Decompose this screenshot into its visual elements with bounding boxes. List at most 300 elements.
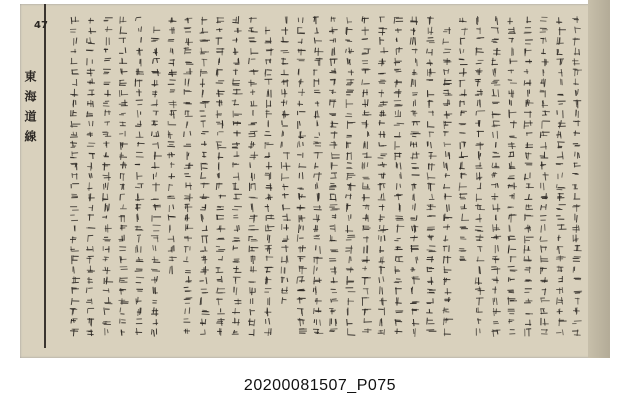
glyph-stroke — [545, 142, 546, 149]
glyph-stroke — [297, 277, 298, 283]
glyph-stroke — [216, 183, 217, 190]
glyph-stroke — [460, 49, 461, 54]
glyph-stroke — [448, 69, 449, 74]
glyph-stroke — [444, 214, 445, 221]
glyph-stroke — [480, 329, 481, 334]
glyph-stroke — [320, 320, 321, 326]
glyph-stroke — [577, 89, 578, 95]
glyph-stroke — [576, 225, 577, 233]
glyph-stroke — [560, 37, 561, 43]
header-divider-line — [44, 4, 46, 348]
glyph-stroke — [412, 279, 420, 280]
glyph-stroke — [394, 18, 395, 24]
glyph-stroke — [87, 73, 91, 74]
text-column — [329, 17, 340, 332]
glyph-stroke — [350, 194, 351, 200]
glyph-stroke — [300, 226, 301, 230]
glyph-stroke — [315, 48, 316, 53]
glyph-stroke — [363, 90, 364, 98]
glyph-stroke — [170, 267, 171, 274]
glyph-stroke — [498, 90, 499, 98]
glyph-stroke — [138, 297, 139, 303]
glyph-stroke — [140, 308, 141, 315]
glyph-stroke — [287, 278, 288, 282]
glyph-stroke — [90, 68, 91, 76]
glyph-stroke — [138, 142, 139, 146]
glyph-stroke — [367, 162, 368, 167]
glyph-stroke — [171, 173, 172, 179]
glyph-stroke — [574, 291, 582, 292]
glyph-stroke — [494, 298, 495, 302]
glyph-stroke — [158, 142, 159, 149]
glyph-stroke — [364, 194, 365, 200]
glyph-stroke — [493, 224, 494, 232]
glyph-stroke — [153, 120, 154, 125]
glyph-stroke — [205, 330, 206, 335]
glyph-stroke — [497, 18, 498, 25]
glyph-stroke — [460, 100, 461, 107]
glyph-stroke — [367, 288, 368, 294]
glyph-stroke — [138, 309, 139, 316]
glyph-stroke — [184, 48, 189, 49]
glyph-stroke — [412, 37, 413, 45]
glyph-stroke — [90, 132, 91, 137]
glyph-stroke — [282, 299, 286, 300]
glyph-stroke — [302, 245, 303, 252]
glyph-stroke — [154, 330, 155, 337]
glyph-stroke — [136, 328, 137, 335]
text-column — [410, 17, 421, 337]
glyph-stroke — [189, 307, 190, 313]
glyph-stroke — [381, 257, 382, 262]
glyph-stroke — [183, 261, 188, 262]
glyph-stroke — [74, 267, 75, 274]
glyph-stroke — [103, 175, 108, 176]
glyph-stroke — [541, 205, 542, 210]
text-column — [297, 17, 307, 333]
glyph-stroke — [396, 312, 403, 313]
glyph-stroke — [202, 90, 203, 98]
glyph-stroke — [428, 164, 429, 170]
glyph-stroke — [463, 68, 464, 76]
glyph-stroke — [185, 309, 186, 315]
glyph-stroke — [303, 142, 304, 146]
text-column — [281, 17, 291, 304]
glyph-stroke — [379, 142, 380, 146]
glyph-stroke — [579, 49, 580, 55]
glyph-stroke — [314, 277, 315, 285]
glyph-stroke — [317, 267, 318, 270]
glyph-stroke — [235, 303, 242, 304]
glyph-stroke — [362, 54, 368, 55]
glyph-stroke — [287, 255, 288, 262]
glyph-stroke — [579, 153, 580, 158]
glyph-stroke — [232, 22, 238, 23]
glyph-stroke — [105, 110, 106, 116]
glyph-stroke — [298, 69, 299, 74]
glyph-stroke — [381, 298, 382, 305]
glyph-stroke — [267, 70, 272, 71]
glyph-stroke — [560, 79, 561, 85]
glyph-stroke — [528, 194, 529, 199]
glyph-stroke — [447, 99, 448, 106]
glyph-stroke — [109, 204, 110, 211]
glyph-stroke — [446, 151, 447, 157]
glyph-stroke — [139, 48, 140, 56]
text-column — [556, 17, 567, 335]
text-column — [183, 18, 193, 334]
glyph-stroke — [91, 173, 92, 179]
glyph-stroke — [299, 297, 300, 303]
glyph-stroke — [125, 100, 126, 106]
glyph-stroke — [249, 325, 254, 326]
glyph-stroke — [107, 122, 108, 126]
glyph-stroke — [381, 174, 382, 179]
glyph-stroke — [170, 48, 171, 53]
glyph-stroke — [284, 184, 285, 190]
glyph-stroke — [315, 163, 316, 169]
glyph-stroke — [446, 278, 447, 282]
glyph-stroke — [285, 111, 286, 118]
glyph-stroke — [383, 225, 384, 233]
glyph-stroke — [103, 290, 109, 291]
glyph-stroke — [202, 214, 203, 222]
text-column — [524, 17, 534, 337]
glyph-stroke — [413, 95, 418, 96]
glyph-stroke — [151, 329, 152, 335]
glyph-stroke — [540, 216, 546, 217]
glyph-stroke — [544, 319, 545, 326]
glyph-stroke — [172, 246, 173, 253]
glyph-stroke — [396, 71, 402, 72]
glyph-stroke — [237, 142, 238, 146]
glyph-stroke — [235, 49, 236, 55]
glyph-stroke — [254, 214, 255, 222]
glyph-stroke — [121, 152, 122, 159]
glyph-stroke — [396, 80, 397, 88]
glyph-stroke — [334, 131, 335, 138]
glyph-stroke — [135, 18, 136, 21]
glyph-stroke — [140, 121, 141, 126]
glyph-stroke — [508, 207, 512, 208]
glyph-stroke — [412, 226, 413, 231]
glyph-stroke — [528, 100, 529, 106]
glyph-stroke — [282, 131, 283, 137]
glyph-stroke — [478, 318, 479, 324]
glyph-stroke — [72, 282, 79, 283]
glyph-stroke — [477, 188, 481, 189]
glyph-stroke — [120, 280, 125, 281]
glyph-stroke — [479, 120, 480, 127]
glyph-stroke — [575, 152, 576, 157]
glyph-stroke — [302, 309, 303, 316]
glyph-stroke — [540, 236, 541, 240]
glyph-stroke — [317, 225, 318, 231]
glyph-stroke — [90, 28, 91, 34]
glyph-stroke — [510, 137, 517, 138]
glyph-stroke — [91, 299, 92, 305]
glyph-stroke — [205, 266, 206, 274]
glyph-stroke — [497, 28, 498, 34]
glyph-stroke — [319, 132, 320, 135]
glyph-stroke — [152, 271, 160, 272]
glyph-stroke — [251, 17, 252, 23]
glyph-stroke — [301, 39, 302, 44]
glyph-stroke — [562, 173, 563, 178]
glyph-stroke — [432, 163, 433, 170]
glyph-stroke — [557, 298, 558, 305]
glyph-stroke — [576, 215, 577, 222]
glyph-stroke — [444, 162, 445, 168]
glyph-stroke — [170, 164, 175, 165]
glyph-stroke — [400, 184, 401, 188]
glyph-stroke — [233, 85, 240, 86]
text-column — [151, 27, 162, 337]
glyph-stroke — [314, 174, 315, 178]
glyph-stroke — [236, 266, 237, 273]
glyph-stroke — [427, 173, 428, 180]
glyph-stroke — [349, 256, 350, 263]
glyph-stroke — [446, 111, 447, 119]
glyph-stroke — [335, 173, 336, 177]
glyph-stroke — [120, 308, 121, 313]
catalog-number-bar — [0, 372, 640, 400]
glyph-stroke — [542, 267, 543, 271]
glyph-stroke — [331, 299, 332, 303]
glyph-stroke — [221, 276, 222, 283]
glyph-stroke — [461, 111, 462, 116]
glyph-stroke — [317, 183, 318, 189]
glyph-stroke — [315, 225, 316, 232]
glyph-stroke — [528, 299, 529, 303]
glyph-stroke — [413, 268, 414, 272]
glyph-stroke — [217, 215, 224, 216]
glyph-stroke — [335, 194, 336, 201]
glyph-stroke — [524, 80, 525, 85]
glyph-stroke — [415, 111, 416, 117]
glyph-stroke — [493, 132, 494, 138]
glyph-stroke — [400, 174, 401, 179]
glyph-stroke — [493, 172, 494, 178]
glyph-stroke — [137, 245, 138, 252]
glyph-stroke — [219, 28, 220, 32]
glyph-stroke — [297, 234, 298, 241]
glyph-stroke — [187, 257, 188, 261]
glyph-stroke — [201, 52, 209, 53]
glyph-stroke — [545, 38, 546, 43]
glyph-stroke — [334, 79, 335, 85]
glyph-stroke — [88, 235, 89, 242]
glyph-stroke — [153, 59, 154, 64]
text-column — [443, 27, 454, 336]
glyph-stroke — [524, 245, 525, 253]
glyph-stroke — [479, 151, 480, 160]
glyph-stroke — [382, 257, 383, 265]
glyph-stroke — [427, 49, 428, 54]
glyph-stroke — [395, 331, 403, 332]
glyph-stroke — [318, 172, 319, 181]
glyph-stroke — [204, 183, 205, 188]
glyph-stroke — [383, 193, 384, 200]
glyph-stroke — [413, 122, 414, 126]
glyph-stroke — [415, 204, 416, 211]
glyph-stroke — [508, 297, 509, 305]
glyph-stroke — [510, 278, 511, 281]
glyph-stroke — [381, 194, 382, 199]
glyph-stroke — [137, 110, 138, 117]
glyph-stroke — [250, 309, 251, 315]
glyph-stroke — [287, 287, 288, 292]
glyph-stroke — [427, 318, 428, 325]
glyph-stroke — [543, 183, 544, 190]
glyph-stroke — [119, 290, 124, 291]
glyph-stroke — [410, 38, 411, 45]
glyph-stroke — [303, 17, 304, 23]
glyph-stroke — [217, 288, 218, 292]
glyph-stroke — [395, 58, 396, 66]
glyph-stroke — [171, 18, 172, 24]
glyph-stroke — [233, 215, 237, 216]
glyph-stroke — [136, 277, 144, 278]
glyph-stroke — [459, 73, 467, 74]
glyph-stroke — [298, 277, 304, 278]
glyph-stroke — [297, 142, 298, 147]
glyph-stroke — [362, 39, 368, 40]
glyph-stroke — [347, 27, 348, 35]
glyph-stroke — [202, 314, 210, 315]
glyph-stroke — [432, 256, 433, 262]
glyph-stroke — [430, 16, 431, 23]
glyph-stroke — [237, 121, 238, 126]
glyph-stroke — [380, 286, 381, 294]
glyph-stroke — [93, 246, 94, 252]
glyph-stroke — [187, 122, 188, 126]
glyph-stroke — [363, 69, 371, 70]
glyph-stroke — [414, 225, 415, 233]
glyph-stroke — [574, 257, 581, 258]
glyph-stroke — [510, 152, 514, 153]
glyph-stroke — [317, 111, 318, 117]
glyph-stroke — [254, 319, 255, 326]
glyph-stroke — [381, 266, 382, 271]
glyph-stroke — [72, 69, 73, 73]
glyph-stroke — [316, 298, 317, 302]
glyph-stroke — [384, 329, 385, 335]
glyph-stroke — [205, 319, 206, 323]
glyph-stroke — [510, 271, 516, 272]
glyph-stroke — [254, 69, 255, 75]
glyph-stroke — [395, 216, 403, 217]
glyph-stroke — [286, 163, 287, 171]
glyph-stroke — [135, 271, 143, 272]
glyph-stroke — [286, 101, 287, 105]
glyph-stroke — [335, 214, 336, 219]
glyph-stroke — [477, 100, 478, 106]
glyph-stroke — [299, 141, 300, 147]
glyph-stroke — [200, 323, 206, 324]
glyph-stroke — [351, 246, 352, 254]
glyph-stroke — [575, 48, 576, 56]
glyph-stroke — [477, 91, 483, 92]
glyph-stroke — [562, 287, 563, 293]
glyph-stroke — [351, 257, 352, 262]
glyph-stroke — [252, 204, 253, 213]
glyph-stroke — [347, 237, 355, 238]
glyph-stroke — [88, 43, 95, 44]
glyph-stroke — [524, 250, 531, 251]
glyph-stroke — [574, 166, 580, 167]
glyph-stroke — [367, 99, 368, 106]
glyph-stroke — [173, 49, 174, 54]
glyph-stroke — [173, 236, 174, 243]
glyph-stroke — [173, 205, 174, 210]
glyph-stroke — [414, 194, 415, 201]
glyph-stroke — [412, 309, 419, 310]
glyph-stroke — [313, 288, 314, 292]
page-edge — [588, 0, 610, 358]
glyph-stroke — [221, 318, 222, 326]
glyph-stroke — [509, 236, 510, 241]
glyph-stroke — [557, 198, 564, 199]
glyph-stroke — [575, 239, 579, 240]
glyph-stroke — [200, 69, 201, 77]
glyph-stroke — [238, 58, 239, 63]
glyph-stroke — [510, 226, 511, 232]
glyph-stroke — [281, 142, 282, 148]
glyph-stroke — [268, 246, 269, 252]
glyph-stroke — [508, 246, 509, 253]
glyph-stroke — [575, 131, 576, 136]
text-column — [167, 18, 177, 275]
glyph-stroke — [447, 163, 448, 171]
glyph-stroke — [575, 28, 581, 29]
glyph-stroke — [526, 103, 534, 104]
glyph-stroke — [415, 37, 416, 45]
text-column — [491, 16, 501, 337]
glyph-stroke — [514, 27, 515, 34]
glyph-stroke — [417, 257, 418, 261]
glyph-stroke — [562, 297, 563, 304]
glyph-stroke — [153, 245, 154, 250]
glyph-stroke — [412, 168, 416, 169]
glyph-stroke — [383, 173, 384, 179]
glyph-stroke — [315, 111, 316, 119]
glyph-stroke — [443, 240, 448, 241]
glyph-stroke — [524, 121, 525, 129]
glyph-stroke — [478, 52, 484, 53]
glyph-stroke — [560, 59, 561, 66]
glyph-stroke — [202, 260, 208, 261]
glyph-stroke — [286, 245, 287, 252]
glyph-stroke — [559, 235, 560, 241]
text-columns-drawing — [50, 12, 586, 348]
glyph-stroke — [363, 225, 364, 230]
glyph-stroke — [172, 256, 173, 261]
glyph-stroke — [301, 194, 302, 198]
glyph-stroke — [168, 215, 169, 221]
glyph-stroke — [172, 70, 173, 77]
glyph-stroke — [362, 162, 363, 168]
glyph-stroke — [187, 329, 188, 334]
glyph-stroke — [158, 131, 159, 136]
glyph-stroke — [329, 31, 333, 32]
text-column — [540, 17, 550, 334]
text-column — [507, 18, 517, 334]
glyph-stroke — [379, 277, 380, 283]
catalog-number: 20200081507_P075 — [243, 377, 397, 394]
text-column — [394, 17, 405, 334]
glyph-stroke — [496, 309, 497, 315]
